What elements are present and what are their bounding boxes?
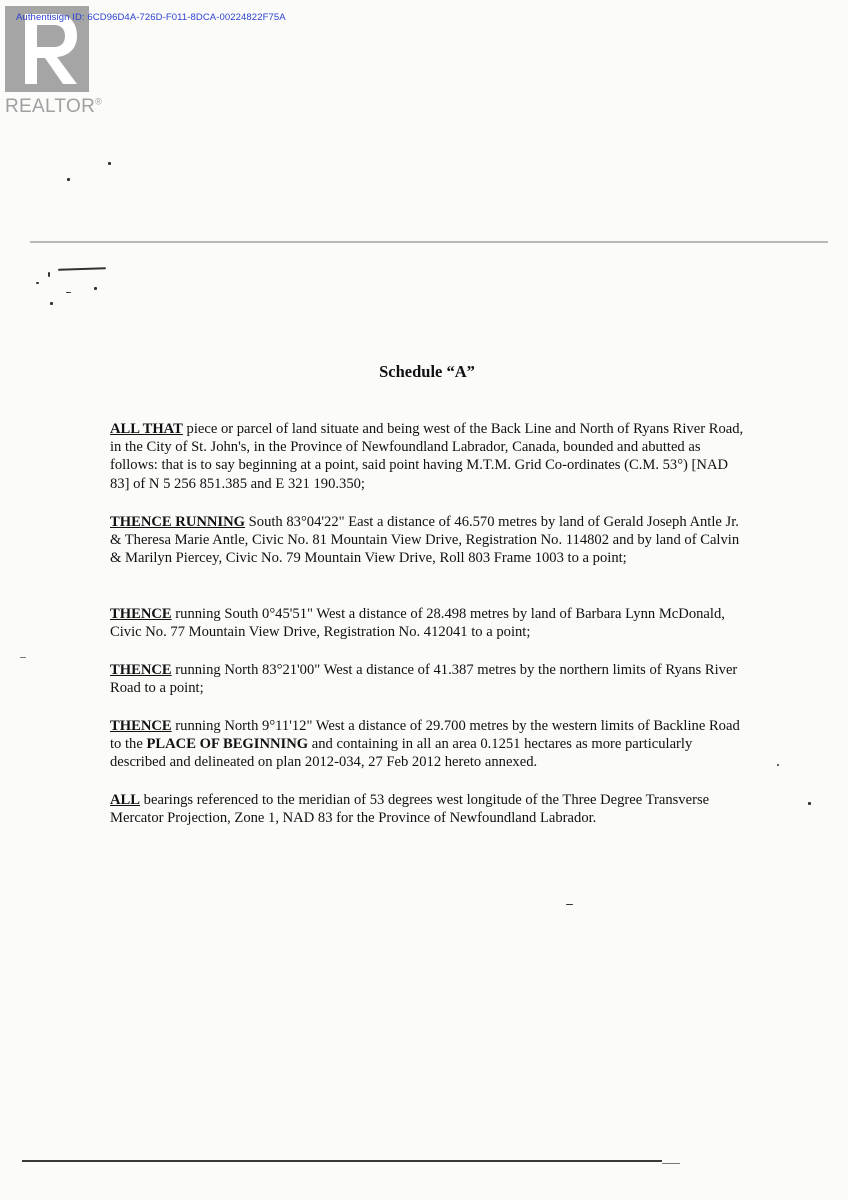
- scan-speck: [36, 282, 39, 284]
- paragraph-text: piece or parcel of land situate and being west of the Back Line and North of Ryans River Road, in the City of St. John's, in the Province of Newfoundland Labrador, Canada, bounded and abutted as follows: that is to say beginning at a point, said point having M.T.M. Grid Co-ordinates (C.M. 53°) [NAD 83] of N 5 256 851.385 and E 321 190.350;: [110, 421, 744, 492]
- scan-speck: [67, 178, 70, 181]
- top-rule: [30, 241, 828, 243]
- paragraph-lead: THENCE: [110, 606, 172, 622]
- paragraph-text: running South 0°45'51" West a distance of 28.498 metres by land of Barbara Lynn McDonald, Civic No. 77 Mountain View Drive, Registration No. 412041 to a point;: [110, 606, 725, 641]
- paragraph-all-bearings: [110, 791, 750, 827]
- paragraph-lead: THENCE: [110, 718, 172, 734]
- paragraph-lead: ALL THAT: [110, 421, 183, 437]
- paragraph-lead: THENCE RUNNING: [110, 514, 246, 530]
- scan-speck: [777, 764, 779, 766]
- paragraph-thence-north-9: [110, 717, 750, 772]
- scan-speck: [108, 162, 111, 165]
- paragraph-text: bearings referenced to the meridian of 53 degrees west longitude of the Three Degree Transverse Mercator Projection, Zone 1, NAD 83 for the Province of Newfoundland Labrador.: [110, 792, 710, 827]
- place-of-beginning: PLACE OF BEGINNING: [146, 736, 309, 753]
- scan-speck: [20, 657, 26, 658]
- scan-speck: [50, 302, 53, 305]
- paragraph-thence-south: [110, 605, 750, 641]
- paragraph-thence-running: [110, 513, 750, 568]
- bottom-rule-tail: [662, 1163, 680, 1164]
- scan-speck: [808, 802, 811, 805]
- schedule-title: Schedule “A”: [379, 362, 475, 381]
- scan-speck: [48, 272, 50, 277]
- paragraph-text: running North 83°21'00" West a distance of 41.387 metres by the northern limits of Ryans River Road to a point;: [110, 662, 738, 697]
- paragraph-text: and containing in all an area 0.1251 hectares as more particularly described and delineated on plan 2012-034, 27 Feb 2012 hereto annexed.: [110, 736, 693, 771]
- paragraph-lead: THENCE: [110, 662, 172, 678]
- authentisign-id: Authentisign ID: 6CD96D4A-726D-F011-8DCA-00224822F75A: [16, 12, 286, 23]
- paragraph-thence-north-83: [110, 661, 750, 697]
- scan-speck: [58, 267, 106, 271]
- scan-speck: [94, 287, 97, 290]
- paragraph-text: South 83°04'22" East a distance of 46.570 metres by land of Gerald Joseph Antle Jr. & Theresa Marie Antle, Civic No. 81 Mountain View Drive, Registration No. 114802 and by land of Calvin & Marilyn Piercey, Civic No. 79 Mountain View Drive, Roll 803 Frame 1003 to a point;: [110, 514, 740, 567]
- paragraph-text: running North 9°11'12" West a distance of 29.700 metres by the western limits of Backline Road to the: [110, 718, 740, 753]
- scan-speck: [566, 904, 573, 905]
- realtor-wordmark: REALTOR®: [5, 96, 103, 117]
- paragraph-lead: ALL: [110, 792, 141, 808]
- bottom-rule: [22, 1160, 662, 1162]
- paragraph-all-that: [110, 420, 750, 493]
- scan-speck: [66, 292, 71, 293]
